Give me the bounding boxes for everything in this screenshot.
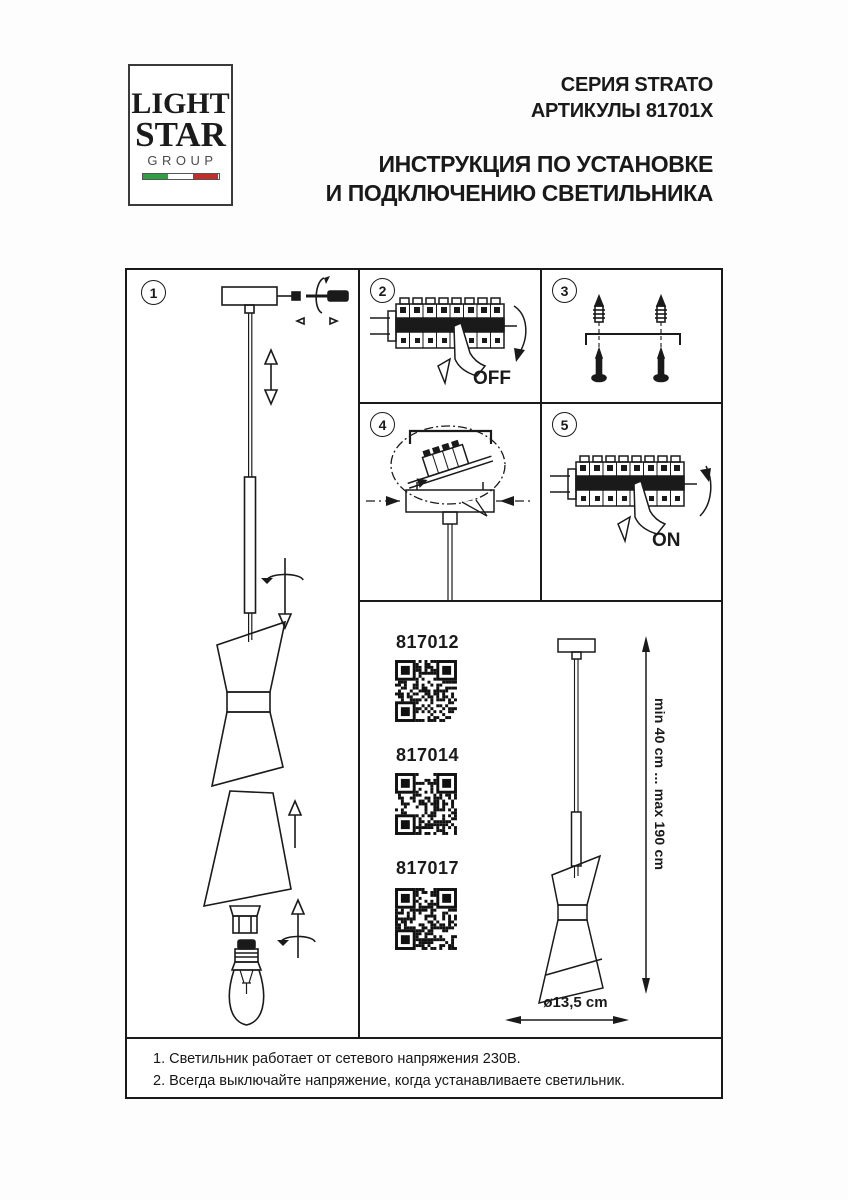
document-header: [326, 72, 713, 208]
articles-title: АРТИКУЛЫ 81701X: [530, 100, 713, 122]
diameter-label: ø13,5 cm: [543, 994, 608, 1011]
step2-panel: [360, 270, 540, 402]
lightstar-logo: [128, 64, 233, 206]
step3-badge: 3: [552, 278, 577, 303]
logo-word-group: GROUP: [147, 153, 218, 168]
article-817014-label: 817014: [396, 745, 460, 765]
on-label: ON: [652, 530, 681, 551]
step1-lamp-assembly-diagram: [127, 270, 358, 1037]
logo-word-star: STAR: [135, 115, 226, 154]
diagram-grid: [125, 268, 723, 1099]
flag-white-band: [168, 174, 193, 179]
note-2: 2. Всегда выключайте напряжение, когда устанавливаете светильник.: [153, 1073, 625, 1089]
series-title: СЕРИЯ STRATO: [560, 74, 713, 96]
note-1: 1. Светильник работает от сетевого напряжения 230В.: [153, 1051, 521, 1067]
product-info-panel: [360, 602, 721, 1037]
instruction-title-line1: ИНСТРУКЦИЯ ПО УСТАНОВКЕ: [378, 151, 713, 177]
step2-badge: 2: [370, 278, 395, 303]
flag-red-band: [193, 174, 218, 179]
logo-word-light: LIGHT: [131, 87, 230, 120]
instruction-title-line2: И ПОДКЛЮЧЕНИЮ СВЕТИЛЬНИКА: [325, 180, 713, 206]
article-817012-label: 817012: [396, 632, 460, 652]
step3-panel: [542, 270, 721, 402]
article-817017-label: 817017: [396, 858, 460, 878]
step4-panel: [360, 404, 540, 600]
step1-badge: 1: [141, 280, 166, 305]
step5-badge: 5: [552, 412, 577, 437]
height-range-label: min 40 cm ... max 190 cm: [652, 698, 668, 871]
italy-flag-icon: [142, 173, 220, 180]
flag-green-band: [143, 174, 168, 179]
step5-panel: [542, 404, 721, 600]
safety-notes: [127, 1039, 721, 1097]
off-label: OFF: [473, 368, 511, 389]
step4-badge: 4: [370, 412, 395, 437]
step1-panel: [127, 270, 358, 1037]
